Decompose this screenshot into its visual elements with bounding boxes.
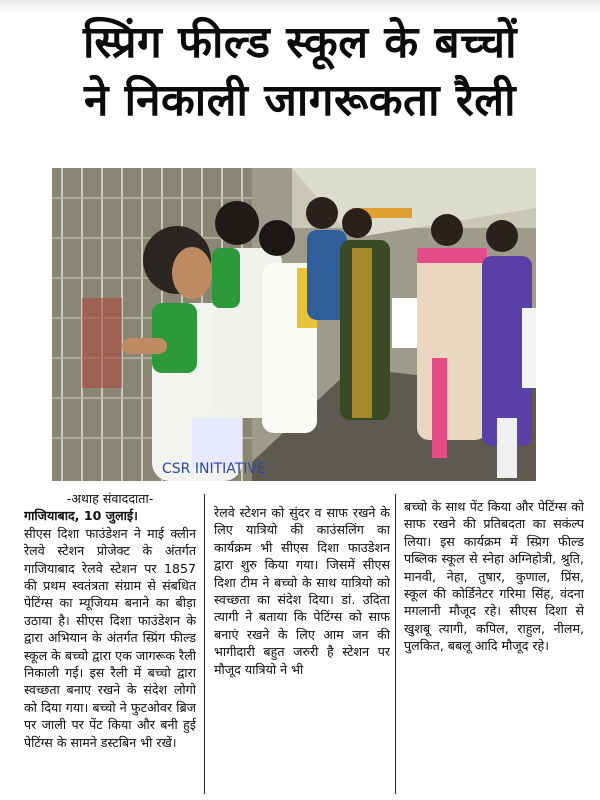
headline [8, 14, 592, 130]
headline-line-1: स्प्रिंग फील्ड स्कूल के बच्चों [82, 17, 518, 68]
article-column-3 [404, 490, 584, 796]
byline: -अथाह संवाददाता- [66, 491, 154, 506]
column-divider [395, 494, 396, 794]
shirt-text: CSR INITIATIVE [162, 461, 266, 477]
article-column-2 [214, 490, 390, 796]
dateline: गाजियाबाद, 10 जुलाई। [24, 508, 138, 524]
article-column-1 [24, 490, 196, 796]
article-text-col1: सीएस दिशा फाउंडेशन ने माई क्लीन रेलवे स्टेशन प्रोजेक्ट के अंतर्गत गाजियाबाद रेलवे स्टेशन पर 1857 की प्रथम स्वतंत्रता संग्राम से संबधित पेटिंग्स का म्यूजियम बनाने का बीड़ा उठाया है। सीएस दिशा फाउंडेशन के द्वारा अभियान के अंतर्गत स्प्रिंग फील्ड स्कूल के बच्चो द्वारा एक जागरूक रैली निकाली गई। इस रैली में बच्चो द्वारा स्वच्छता बनाए रखने के संदेश लोगो को दिया गया। बच्चो ने फुटओवर ब्रिज पर जाली पर पेंट किया और बनी हुई पेटिंग्स के सामने डस्टबिन भी रखें। [24, 525, 196, 750]
headline-line-2: ने निकाली जागरूकता रैली [83, 75, 517, 126]
top-strip [0, 0, 600, 14]
column-divider [204, 494, 205, 794]
news-photo [52, 168, 536, 481]
article-text-col2: रेलवे स्टेशन को सुंदर व साफ रखने के लिए यात्रियो की काउंसलिंग का कार्यक्रम भी सीएस दिशा फाउडेशन द्वारा शुरु किया गया। जिसमें सीएस दिशा टीम ने बच्चो के साथ यात्रियो को स्वच्छता का संदेश दिया। डां. उदिता त्यागी ने बताया कि पेटिंग्स को साफ बनाएं रखने के लिए आम जन की भागीदारी बहुत जरुरी है स्टेशन पर मौजूद यात्रियो ने भी [214, 505, 390, 677]
article-text-col3: बच्चो के साथ पेंट किया और पेटिंग्स को साफ रखने की प्रतिबदता का सकंल्प लिया। इस कार्यक्रम में स्प्रिग फील्ड पब्लिक स्कूल से स्नेहा अग्निहोत्री, श्रुति, मानवी, नेहा, तुषार, कुणाल, प्रिंस, स्कूल की कोर्डिनेटर गरिमा सिंह, वंदना मगलानी मौजूद रहे। सीएस दिशा से खुशबू त्यागी, कपिल, राहुल, नीलम, पुलकित, बबलू आदि मौजूद रहे। [404, 499, 584, 654]
photo-image [52, 168, 536, 481]
